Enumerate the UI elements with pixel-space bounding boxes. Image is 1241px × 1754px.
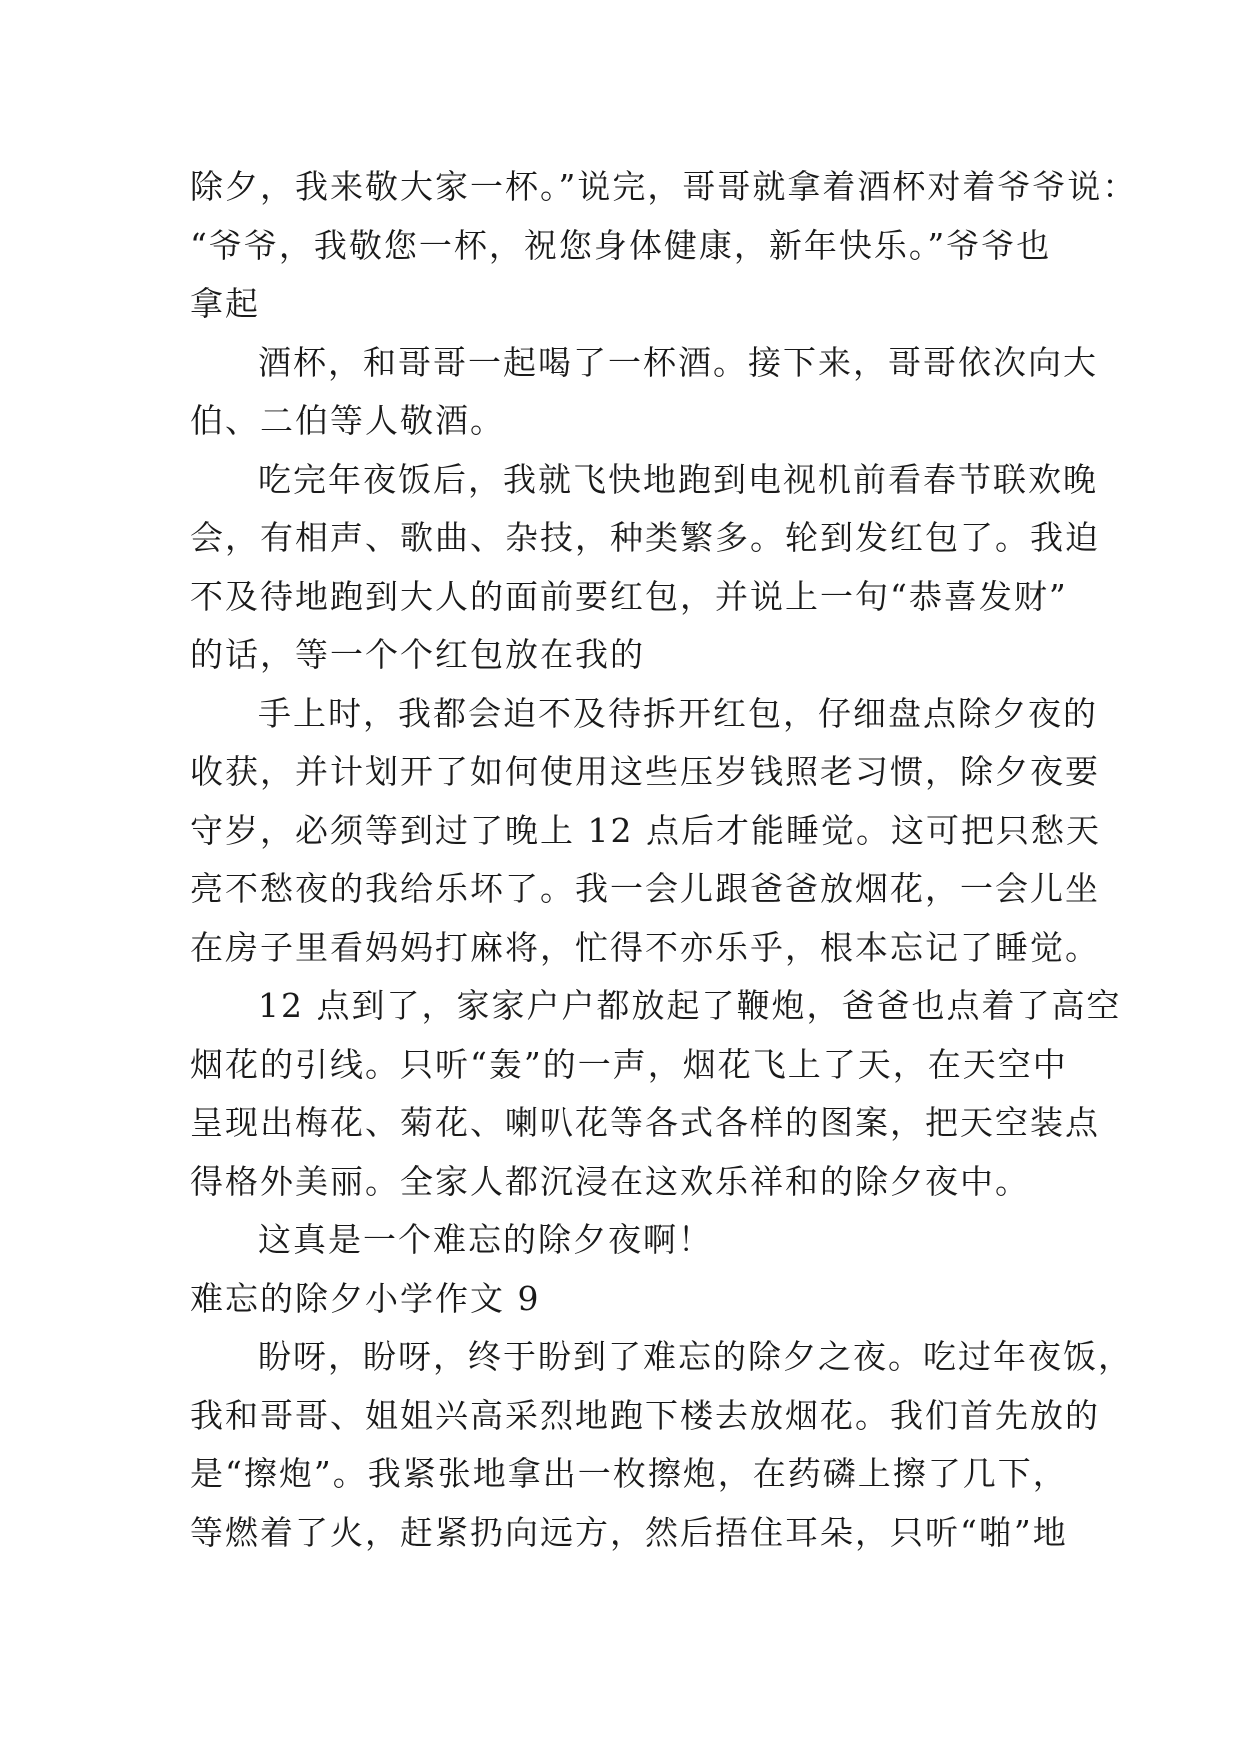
text-line: 等燃着了火，赶紧扔向远方，然后捂住耳朵，只听“啪”地: [190, 1512, 1068, 1552]
essay-heading: 难忘的除夕小学作文 9: [190, 1278, 541, 1318]
text-line: 拿起: [190, 284, 260, 323]
paragraph-start-line: 盼呀，盼呀，终于盼到了难忘的除夕之夜。吃过年夜饭，: [258, 1337, 1133, 1376]
text-line: 是“擦炮”。我紧张地拿出一枚擦炮，在药磷上擦了几下，: [190, 1454, 1068, 1493]
text-line: 得格外美丽。全家人都沉浸在这欢乐祥和的除夕夜中。: [190, 1161, 1030, 1201]
essay-body: [190, 158, 1138, 1562]
text-line: 伯、二伯等人敬酒。: [190, 401, 505, 440]
paragraph-start-line: 手上时，我都会迫不及待拆开红包，仔细盘点除夕夜的: [258, 693, 1098, 733]
text-line: 收获，并计划开了如何使用这些压岁钱照老习惯，除夕夜要: [190, 752, 1100, 791]
text-line: 我和哥哥、姐姐兴高采烈地跑下楼去放烟花。我们首先放的: [190, 1395, 1100, 1435]
text-line: “爷爷，我敬您一杯，祝您身体健康，新年快乐。”爷爷也: [190, 225, 1052, 265]
text-line: 守岁，必须等到过了晚上 12 点后才能睡觉。这可把只愁天: [190, 810, 1101, 850]
text-line: 的话，等一个个红包放在我的: [190, 635, 645, 674]
paragraph-start-line: 吃完年夜饭后，我就飞快地跑到电视机前看春节联欢晚: [258, 459, 1098, 499]
text-line: 不及待地跑到大人的面前要红包，并说上一句“恭喜发财”: [190, 576, 1068, 616]
paragraph-start-line: 这真是一个难忘的除夕夜啊！: [258, 1220, 713, 1259]
text-line: 亮不愁夜的我给乐坏了。我一会儿跟爸爸放烟花，一会儿坐: [190, 869, 1100, 908]
paragraph-start-line: 酒杯，和哥哥一起喝了一杯酒。接下来，哥哥依次向大: [258, 342, 1098, 382]
text-line: 除夕，我来敬大家一杯。”说完，哥哥就拿着酒杯对着爷爷说：: [190, 167, 1138, 206]
text-line: 会，有相声、歌曲、杂技，种类繁多。轮到发红包了。我迫: [190, 518, 1100, 557]
paragraph-start-line: 12 点到了，家家户户都放起了鞭炮，爸爸也点着了高空: [258, 986, 1122, 1025]
text-line: 在房子里看妈妈打麻将，忙得不亦乐乎，根本忘记了睡觉。: [190, 927, 1100, 967]
text-line: 呈现出梅花、菊花、喇叭花等各式各样的图案，把天空装点: [190, 1103, 1100, 1142]
text-line: 烟花的引线。只听“轰”的一声，烟花飞上了天，在天空中: [190, 1044, 1068, 1084]
